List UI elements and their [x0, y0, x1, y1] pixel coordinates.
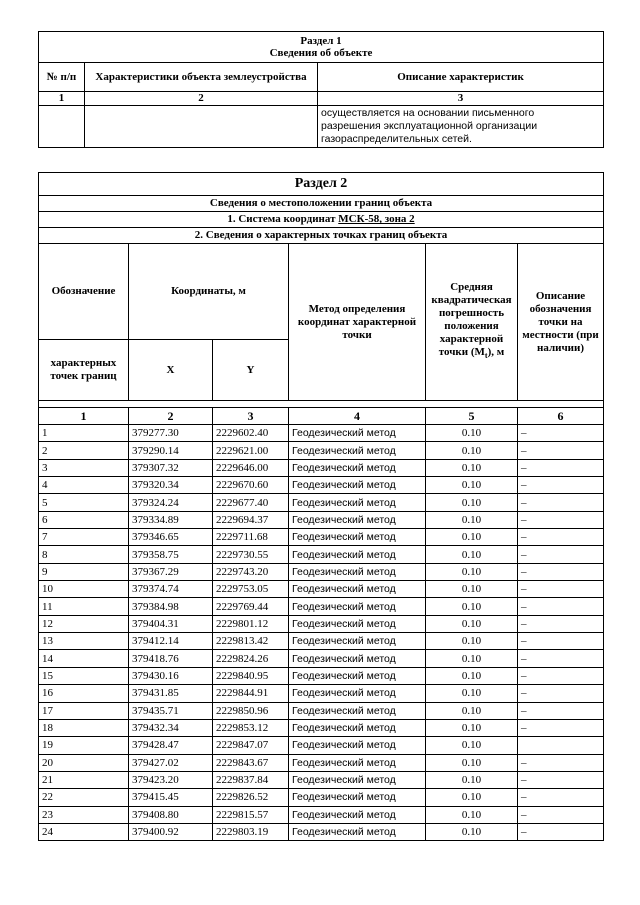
- precision-cell: 0.10: [426, 633, 518, 650]
- section2-table: [38, 172, 604, 841]
- point-number-cell: 24: [39, 823, 129, 840]
- error-header: [426, 244, 518, 401]
- method-cell: Геодезический метод: [289, 563, 426, 580]
- col-number-2: 2: [129, 408, 213, 425]
- coord-y-cell: 2229670.60: [213, 477, 289, 494]
- method-cell: Геодезический метод: [289, 442, 426, 459]
- coord-y-cell: 2229602.40: [213, 425, 289, 442]
- point-number-cell: 3: [39, 459, 129, 476]
- precision-cell: 0.10: [426, 477, 518, 494]
- coord-y-cell: 2229813.42: [213, 633, 289, 650]
- point-description-cell: –: [518, 494, 604, 511]
- coord-system-value: МСК-58, зона 2: [338, 213, 415, 226]
- table-row: [39, 667, 604, 684]
- precision-cell: 0.10: [426, 511, 518, 528]
- coord-x-cell: 379400.92: [129, 823, 213, 840]
- method-cell: Геодезический метод: [289, 633, 426, 650]
- precision-cell: 0.10: [426, 529, 518, 546]
- point-description-cell: –: [518, 754, 604, 771]
- method-cell: Геодезический метод: [289, 529, 426, 546]
- point-number-cell: 17: [39, 702, 129, 719]
- points-title: 2. Сведения о характерных точках границ объекта: [39, 228, 604, 244]
- point-number-cell: 7: [39, 529, 129, 546]
- point-description-cell: –: [518, 529, 604, 546]
- precision-cell: 0.10: [426, 615, 518, 632]
- section1-title: Раздел 1: [300, 34, 342, 47]
- precision-cell: 0.10: [426, 546, 518, 563]
- point-number-cell: 6: [39, 511, 129, 528]
- coord-x-cell: 379320.34: [129, 477, 213, 494]
- coord-x-cell: 379415.45: [129, 789, 213, 806]
- table-row: [39, 563, 604, 580]
- point-number-cell: 15: [39, 667, 129, 684]
- error-header-text: Средняя квадратическая погрешность положения характерной точки $(M_t)$, м: [431, 281, 512, 361]
- point-description-cell: –: [518, 425, 604, 442]
- point-number-cell: 1: [39, 425, 129, 442]
- coord-y-cell: 2229753.05: [213, 581, 289, 598]
- point-number-cell: 8: [39, 546, 129, 563]
- coord-y-cell: 2229815.57: [213, 806, 289, 823]
- method-cell: Геодезический метод: [289, 650, 426, 667]
- point-description-cell: –: [518, 442, 604, 459]
- coord-x-cell: 379384.98: [129, 598, 213, 615]
- method-cell: Геодезический метод: [289, 511, 426, 528]
- point-number-cell: 10: [39, 581, 129, 598]
- point-number-cell: 16: [39, 685, 129, 702]
- designation-header: Обозначение: [39, 244, 129, 340]
- coord-x-cell: 379428.47: [129, 737, 213, 754]
- y-header: Y: [213, 340, 289, 401]
- precision-cell: 0.10: [426, 789, 518, 806]
- coord-x-cell: 379418.76: [129, 650, 213, 667]
- section1-char-cell: [85, 105, 318, 147]
- points-header: характерных точек границ: [39, 340, 129, 401]
- method-cell: Геодезический метод: [289, 598, 426, 615]
- method-cell: Геодезический метод: [289, 494, 426, 511]
- coord-y-cell: 2229730.55: [213, 546, 289, 563]
- method-cell: Геодезический метод: [289, 719, 426, 736]
- desc-line: газораспределительных сетей.: [321, 132, 472, 145]
- point-description-cell: –: [518, 598, 604, 615]
- point-description-cell: –: [518, 789, 604, 806]
- point-description-cell: –: [518, 685, 604, 702]
- coord-x-cell: 379358.75: [129, 546, 213, 563]
- table-row: [39, 754, 604, 771]
- point-number-cell: 5: [39, 494, 129, 511]
- point-description-cell: –: [518, 477, 604, 494]
- precision-cell: 0.10: [426, 563, 518, 580]
- point-description-cell: –: [518, 806, 604, 823]
- coord-x-cell: 379374.74: [129, 581, 213, 598]
- coord-x-cell: 379423.20: [129, 771, 213, 788]
- method-cell: Геодезический метод: [289, 789, 426, 806]
- coord-x-cell: 379432.34: [129, 719, 213, 736]
- point-number-cell: 19: [39, 737, 129, 754]
- table-row: [39, 806, 604, 823]
- coord-x-cell: 379430.16: [129, 667, 213, 684]
- point-description-cell: –: [518, 546, 604, 563]
- table-row: [39, 737, 604, 754]
- coord-x-cell: 379431.85: [129, 685, 213, 702]
- coord-prefix: 1. Система координат: [227, 213, 339, 226]
- point-number-cell: 13: [39, 633, 129, 650]
- table-row: [39, 789, 604, 806]
- section1-subtitle: Сведения об объекте: [269, 47, 373, 59]
- point-description-cell: –: [518, 459, 604, 476]
- point-number-cell: 22: [39, 789, 129, 806]
- coordinate-system: [39, 212, 604, 228]
- points-body: [39, 425, 604, 841]
- table-row: [39, 771, 604, 788]
- table-row: [39, 442, 604, 459]
- coord-x-cell: 379427.02: [129, 754, 213, 771]
- table-row: [39, 650, 604, 667]
- precision-cell: 0.10: [426, 737, 518, 754]
- method-cell: Геодезический метод: [289, 823, 426, 840]
- precision-cell: 0.10: [426, 459, 518, 476]
- coord-y-cell: 2229803.19: [213, 823, 289, 840]
- table-row: [39, 702, 604, 719]
- coord-y-cell: 2229843.67: [213, 754, 289, 771]
- point-description-cell: –: [518, 563, 604, 580]
- coord-y-cell: 2229769.44: [213, 598, 289, 615]
- point-description-cell: –: [518, 650, 604, 667]
- col-num-header: № п/п: [39, 63, 85, 92]
- method-cell: Геодезический метод: [289, 581, 426, 598]
- section1-table: [38, 31, 604, 148]
- coord-y-cell: 2229677.40: [213, 494, 289, 511]
- point-number-cell: 4: [39, 477, 129, 494]
- point-description-cell: –: [518, 615, 604, 632]
- precision-cell: 0.10: [426, 425, 518, 442]
- coord-x-cell: 379435.71: [129, 702, 213, 719]
- point-description-header: Описание обозначения точки на местности (при наличии): [518, 244, 604, 401]
- table-row: [39, 581, 604, 598]
- point-number-cell: 20: [39, 754, 129, 771]
- precision-cell: 0.10: [426, 771, 518, 788]
- desc-line: разрешения эксплуатационной организации: [321, 119, 538, 132]
- coordinates-header: Координаты, м: [129, 244, 289, 340]
- col-number-3: 3: [318, 92, 604, 106]
- point-number-cell: 11: [39, 598, 129, 615]
- desc-line: осуществляется на основании письменного: [321, 106, 535, 119]
- method-cell: Геодезический метод: [289, 615, 426, 632]
- col-number-1: 1: [39, 408, 129, 425]
- precision-cell: 0.10: [426, 442, 518, 459]
- col-number-6: 6: [518, 408, 604, 425]
- point-description-cell: –: [518, 581, 604, 598]
- point-number-cell: 12: [39, 615, 129, 632]
- header-gap: [39, 401, 604, 408]
- coord-y-cell: 2229743.20: [213, 563, 289, 580]
- method-cell: Геодезический метод: [289, 702, 426, 719]
- table-row: [39, 425, 604, 442]
- point-number-cell: 9: [39, 563, 129, 580]
- coord-y-cell: 2229621.00: [213, 442, 289, 459]
- section2-subtitle: Сведения о местоположении границ объекта: [39, 196, 604, 212]
- coord-x-cell: 379277.30: [129, 425, 213, 442]
- point-description-cell: –: [518, 633, 604, 650]
- method-cell: Геодезический метод: [289, 806, 426, 823]
- precision-cell: 0.10: [426, 754, 518, 771]
- col-number-5: 5: [426, 408, 518, 425]
- point-description-cell: –: [518, 771, 604, 788]
- point-description-cell: –: [518, 667, 604, 684]
- table-row: [39, 477, 604, 494]
- table-row: [39, 459, 604, 476]
- coord-y-cell: 2229801.12: [213, 615, 289, 632]
- point-number-cell: 18: [39, 719, 129, 736]
- coord-y-cell: 2229853.12: [213, 719, 289, 736]
- method-cell: Геодезический метод: [289, 685, 426, 702]
- table-row: [39, 719, 604, 736]
- point-number-cell: 2: [39, 442, 129, 459]
- coord-y-cell: 2229711.68: [213, 529, 289, 546]
- method-header: Метод определения координат характерной точки: [289, 244, 426, 401]
- coord-x-cell: 379408.80: [129, 806, 213, 823]
- coord-y-cell: 2229847.07: [213, 737, 289, 754]
- coord-y-cell: 2229694.37: [213, 511, 289, 528]
- col-number-2: 2: [85, 92, 318, 106]
- method-cell: Геодезический метод: [289, 737, 426, 754]
- method-cell: Геодезический метод: [289, 754, 426, 771]
- method-cell: Геодезический метод: [289, 771, 426, 788]
- col-characteristic-header: Характеристики объекта землеустройства: [85, 63, 318, 92]
- col-number-3: 3: [213, 408, 289, 425]
- point-number-cell: 23: [39, 806, 129, 823]
- coord-x-cell: 379404.31: [129, 615, 213, 632]
- coord-y-cell: 2229826.52: [213, 789, 289, 806]
- coord-x-cell: 379290.14: [129, 442, 213, 459]
- point-description-cell: –: [518, 823, 604, 840]
- table-row: [39, 633, 604, 650]
- table-row: [39, 494, 604, 511]
- table-row: [39, 529, 604, 546]
- table-row: [39, 615, 604, 632]
- coord-y-cell: 2229824.26: [213, 650, 289, 667]
- precision-cell: 0.10: [426, 598, 518, 615]
- point-description-cell: [518, 737, 604, 754]
- table-row: [39, 823, 604, 840]
- coord-x-cell: 379324.24: [129, 494, 213, 511]
- section1-header: [39, 32, 604, 63]
- section1-num-cell: [39, 105, 85, 147]
- table-row: [39, 511, 604, 528]
- precision-cell: 0.10: [426, 581, 518, 598]
- coord-y-cell: 2229844.91: [213, 685, 289, 702]
- method-cell: Геодезический метод: [289, 477, 426, 494]
- coord-y-cell: 2229840.95: [213, 667, 289, 684]
- point-description-cell: –: [518, 719, 604, 736]
- precision-cell: 0.10: [426, 685, 518, 702]
- method-cell: Геодезический метод: [289, 459, 426, 476]
- point-description-cell: –: [518, 702, 604, 719]
- precision-cell: 0.10: [426, 719, 518, 736]
- method-cell: Геодезический метод: [289, 425, 426, 442]
- coord-x-cell: 379307.32: [129, 459, 213, 476]
- col-number-1: 1: [39, 92, 85, 106]
- coord-y-cell: 2229850.96: [213, 702, 289, 719]
- x-header: X: [129, 340, 213, 401]
- table-row: [39, 546, 604, 563]
- coord-x-cell: 379367.29: [129, 563, 213, 580]
- point-number-cell: 14: [39, 650, 129, 667]
- section1-desc-cell: [318, 105, 604, 147]
- col-number-4: 4: [289, 408, 426, 425]
- method-cell: Геодезический метод: [289, 667, 426, 684]
- section2-title: Раздел 2: [39, 173, 604, 196]
- point-number-cell: 21: [39, 771, 129, 788]
- coord-x-cell: 379334.89: [129, 511, 213, 528]
- table-row: [39, 598, 604, 615]
- col-description-header: Описание характеристик: [318, 63, 604, 92]
- method-cell: Геодезический метод: [289, 546, 426, 563]
- precision-cell: 0.10: [426, 494, 518, 511]
- precision-cell: 0.10: [426, 650, 518, 667]
- precision-cell: 0.10: [426, 702, 518, 719]
- coord-x-cell: 379412.14: [129, 633, 213, 650]
- precision-cell: 0.10: [426, 667, 518, 684]
- coord-x-cell: 379346.65: [129, 529, 213, 546]
- precision-cell: 0.10: [426, 823, 518, 840]
- point-description-cell: –: [518, 511, 604, 528]
- precision-cell: 0.10: [426, 806, 518, 823]
- table-row: [39, 685, 604, 702]
- coord-y-cell: 2229646.00: [213, 459, 289, 476]
- coord-y-cell: 2229837.84: [213, 771, 289, 788]
